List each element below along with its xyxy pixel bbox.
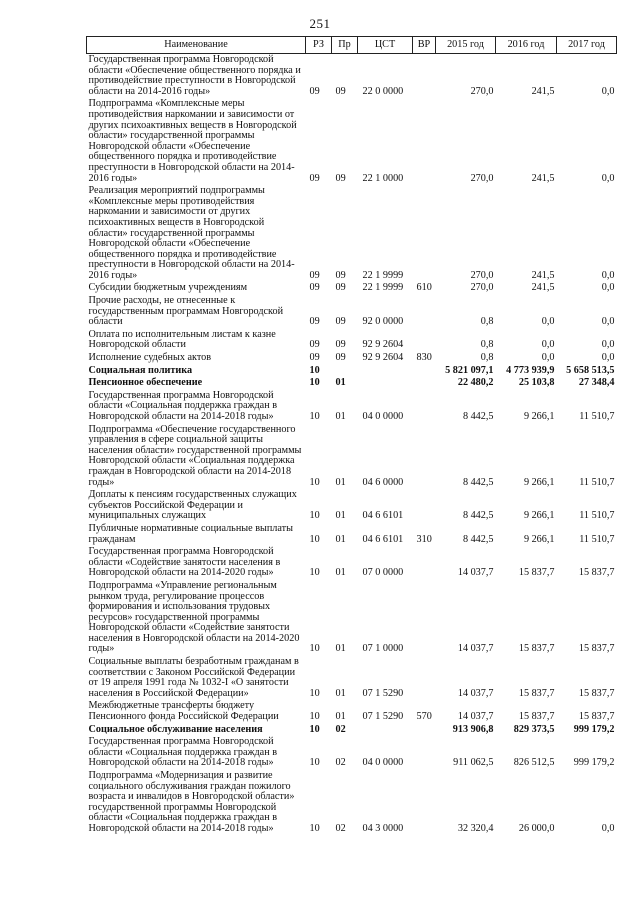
table-row: [87, 580, 617, 656]
header-2016: 2016 год: [496, 37, 557, 54]
cell-2015: 0,8: [480, 352, 494, 364]
cell-pr: 09: [335, 339, 346, 351]
cell-2015: 270,0: [470, 172, 494, 184]
cell-pr: 02: [335, 757, 346, 769]
cell-rz: 09: [309, 85, 320, 97]
cell-2015: 270,0: [470, 282, 494, 294]
cell-2016: 0,0: [541, 316, 555, 328]
cell-2016: 9 266,1: [523, 510, 555, 522]
table-row: [87, 295, 617, 329]
cell-2017: 0,0: [601, 352, 615, 364]
cell-vr: [413, 736, 436, 770]
cell-2015: 270,0: [470, 85, 494, 97]
cell-name: Государственная программа Новгородской области «Содействие занятости населения в Новгородской области на 2014-2020 годы»: [88, 546, 281, 579]
cell-rz: 10: [309, 411, 320, 422]
cell-2015: 913 906,8: [452, 723, 494, 735]
cell-vr: [413, 424, 436, 490]
cell-cst: 92 9 2604: [362, 352, 404, 364]
cell-2015: 14 037,7: [457, 711, 494, 723]
cell-name: Пенсионное обеспечение: [88, 377, 203, 389]
cell-cst: 22 1 0000: [362, 172, 404, 184]
cell-vr: [413, 489, 436, 523]
cell-pr: 01: [335, 711, 346, 723]
cell-cst: 92 9 2604: [362, 339, 404, 351]
table-row: [87, 736, 617, 770]
cell-pr: 09: [335, 269, 346, 281]
header-name: Наименование: [87, 37, 306, 54]
cell-2016: 0,0: [541, 339, 555, 351]
cell-vr: [413, 185, 436, 282]
cell-pr: 02: [335, 822, 346, 834]
cell-rz: 09: [309, 172, 320, 184]
page-number: 251: [309, 16, 331, 31]
section-row: [87, 724, 617, 737]
cell-2015: 14 037,7: [457, 643, 494, 655]
cell-name: Прочие расходы, не отнесенные к государственным программам Новгородской области: [88, 295, 284, 328]
header-pr: Пр: [332, 37, 358, 54]
table-row: [87, 546, 617, 580]
cell-2016: 15 837,7: [518, 567, 555, 579]
cell-pr: 09: [335, 172, 346, 184]
cell-2016: 26 000,0: [518, 822, 555, 834]
cell-cst: 04 6 6101: [362, 510, 404, 522]
cell-cst: 22 1 9999: [362, 269, 404, 281]
cell-pr: [332, 365, 358, 378]
cell-rz: 10: [309, 757, 320, 769]
cell-rz: 10: [309, 643, 320, 655]
cell-2015: 0,8: [480, 339, 494, 351]
cell-2016: 826 512,5: [513, 757, 555, 769]
cell-rz: 10: [309, 687, 320, 699]
cell-pr: 02: [335, 723, 346, 735]
cell-2016: 25 103,8: [518, 377, 555, 389]
budget-table: [86, 36, 617, 836]
cell-rz: 10: [309, 533, 320, 545]
cell-rz: 10: [309, 377, 320, 389]
table-row: [87, 390, 617, 424]
cell-cst: 04 6 0000: [362, 476, 404, 488]
cell-2017: 15 837,7: [578, 687, 615, 699]
cell-pr: 09: [335, 352, 346, 364]
cell-cst: 04 0 0000: [362, 757, 404, 769]
cell-rz: 10: [309, 476, 320, 488]
table-header: [87, 37, 617, 54]
cell-pr: 01: [335, 567, 346, 579]
table-body: [87, 54, 617, 836]
cell-name: Субсидии бюджетным учреждениям: [88, 282, 248, 294]
cell-2015: 8 442,5: [462, 510, 494, 522]
table-row: [87, 329, 617, 352]
cell-2017: 0,0: [601, 282, 615, 294]
cell-pr: 01: [335, 643, 346, 655]
cell-name: Подпрограмма «Комплексные меры противодействия наркомании и зависимости от других психоактивных веществ в Новгородской области» государственной программы Новгородской области «Обеспечение общественного порядка и противодействие преступности в Новгородской области на 2014-2016 годы»: [88, 98, 297, 184]
cell-2016: 241,5: [531, 172, 555, 184]
cell-name: Межбюджетные трансферты бюджету Пенсионного фонда Российской Федерации: [88, 700, 279, 723]
cell-2015: 8 442,5: [462, 533, 494, 545]
cell-rz: 09: [309, 269, 320, 281]
cell-name: Публичные нормативные социальные выплаты гражданам: [88, 522, 293, 545]
cell-2017: 15 837,7: [578, 567, 615, 579]
cell-2016: 15 837,7: [518, 711, 555, 723]
cell-2016: 4 773 939,9: [506, 364, 555, 376]
cell-2015: 14 037,7: [457, 687, 494, 699]
cell-2015: 911 062,5: [453, 757, 494, 769]
cell-pr: 01: [335, 510, 346, 522]
cell-2016: 829 373,5: [513, 723, 555, 735]
cell-2015: 0,8: [480, 316, 494, 328]
cell-cst: 92 0 0000: [362, 316, 404, 328]
cell-name: Государственная программа Новгородской области «Социальная поддержка граждан в Новгородской области на 2014-2018 годы»: [88, 736, 278, 769]
cell-pr: 01: [335, 377, 346, 389]
cell-name: Оплата по исполнительным листам к казне Новгородской области: [88, 328, 276, 351]
cell-2015: 8 442,5: [462, 476, 494, 488]
cell-2015: 14 037,7: [457, 567, 494, 579]
cell-cst: 07 0 0000: [362, 567, 404, 579]
cell-vr: [413, 377, 436, 390]
cell-2017: 11 510,7: [579, 533, 615, 545]
table-row: [87, 489, 617, 523]
cell-2016: 15 837,7: [518, 643, 555, 655]
cell-cst: 04 0 0000: [362, 411, 404, 422]
cell-name: Социальные выплаты безработным гражданам в соответствии с Законом Российской Федерации от 19 апреля 1991 года № 1032-I «О занятости населения в Российской Федерации»: [88, 656, 299, 699]
cell-2017: 5 658 513,5: [566, 364, 615, 376]
cell-cst: 22 1 9999: [362, 282, 404, 294]
cell-vr: [413, 54, 436, 99]
cell-cst: [358, 377, 413, 390]
cell-2015: 32 320,4: [457, 822, 494, 834]
cell-pr: 01: [335, 411, 346, 422]
cell-cst: 07 1 5290: [362, 711, 404, 723]
cell-cst: 07 1 5290: [362, 687, 404, 699]
cell-cst: 22 0 0000: [362, 85, 404, 97]
cell-2015: 270,0: [470, 269, 494, 281]
table-row: [87, 656, 617, 700]
cell-2016: 15 837,7: [518, 687, 555, 699]
cell-2017: 15 837,7: [578, 643, 615, 655]
header-2017: 2017 год: [557, 37, 617, 54]
cell-rz: 10: [309, 711, 320, 723]
cell-pr: 01: [335, 533, 346, 545]
cell-2016: 0,0: [541, 352, 555, 364]
cell-2016: 241,5: [531, 269, 555, 281]
cell-2017: 27 348,4: [578, 377, 615, 389]
cell-2017: 0,0: [601, 269, 615, 281]
cell-vr: [413, 724, 436, 737]
cell-cst: 07 1 0000: [362, 643, 404, 655]
table-row: [87, 282, 617, 295]
cell-2017: 11 510,7: [579, 510, 615, 522]
cell-2016: 9 266,1: [523, 411, 555, 422]
cell-cst: [358, 724, 413, 737]
cell-2017: 0,0: [601, 822, 615, 834]
cell-vr: [413, 656, 436, 700]
cell-name: Исполнение судебных актов: [88, 352, 212, 364]
cell-name: Реализация мероприятий подпрограммы «Комплексные меры противодействия наркомании и зависимости от других психоактивных веществ в Новгородской области» государственной программы Новгородской области «Обеспечение общественного порядка и противодействие преступности в Новгородской области на 2014-2016 годы»: [88, 185, 295, 281]
table-row: [87, 424, 617, 490]
cell-cst: [358, 365, 413, 378]
cell-cst: 04 3 0000: [362, 822, 404, 834]
cell-pr: 09: [335, 85, 346, 97]
cell-name: Подпрограмма «Модернизация и развитие социального обслуживания граждан пожилого возраста и инвалидов в Новгородской области» государственной программы Новгородской области «Социальная поддержка граждан в Новгородской области на 2014-2018 годы»: [88, 770, 295, 834]
cell-vr: 310: [416, 533, 432, 545]
table-row: [87, 352, 617, 365]
cell-rz: 10: [309, 822, 320, 834]
table-row: [87, 700, 617, 723]
header-cst: ЦСТ: [358, 37, 413, 54]
cell-vr: [413, 98, 436, 185]
cell-vr: [413, 365, 436, 378]
header-rz: РЗ: [306, 37, 332, 54]
cell-2016: 241,5: [531, 85, 555, 97]
cell-2017: 15 837,7: [578, 711, 615, 723]
cell-name: Государственная программа Новгородской области «Обеспечение общественного порядка и противодействие преступности в Новгородской области на 2014-2016 годы»: [88, 54, 301, 97]
cell-name: Подпрограмма «Обеспечение государственного управления в сфере социальной защиты населения области» государственной программы Новгородской области «Социальная поддержка граждан в Новгородской области на 2014-2018 годы»: [88, 423, 302, 488]
section-row: [87, 365, 617, 378]
table-row: [87, 523, 617, 546]
cell-vr: [413, 580, 436, 656]
cell-2016: 241,5: [531, 282, 555, 294]
cell-2015: 22 480,2: [457, 377, 494, 389]
table-row: [87, 98, 617, 185]
section-row: [87, 377, 617, 390]
table-row: [87, 770, 617, 836]
cell-2016: 9 266,1: [523, 476, 555, 488]
cell-cst: 04 6 6101: [362, 533, 404, 545]
table-row: [87, 54, 617, 99]
cell-name: Государственная программа Новгородской области «Социальная поддержка граждан в Новгородской области на 2014-2018 годы»: [88, 389, 278, 422]
cell-2015: 5 821 097,1: [445, 364, 494, 376]
header-2015: 2015 год: [436, 37, 496, 54]
cell-vr: 610: [416, 282, 432, 294]
cell-2016: 9 266,1: [523, 533, 555, 545]
cell-vr: [413, 546, 436, 580]
cell-rz: 10: [309, 364, 320, 376]
header-row: [87, 37, 617, 54]
cell-rz: 09: [309, 316, 320, 328]
cell-name: Социальная политика: [88, 364, 193, 376]
cell-vr: [413, 329, 436, 352]
cell-2017: 0,0: [601, 316, 615, 328]
cell-vr: [413, 770, 436, 836]
cell-2017: 999 179,2: [573, 757, 615, 769]
cell-vr: [413, 295, 436, 329]
cell-2017: 999 179,2: [573, 723, 615, 735]
cell-pr: 09: [335, 316, 346, 328]
cell-pr: 01: [335, 687, 346, 699]
cell-rz: 10: [309, 723, 320, 735]
cell-pr: 01: [335, 476, 346, 488]
cell-vr: 830: [416, 352, 432, 364]
cell-2017: 0,0: [601, 339, 615, 351]
cell-vr: [413, 390, 436, 424]
cell-2017: 11 510,7: [579, 411, 615, 422]
cell-rz: 09: [309, 339, 320, 351]
cell-rz: 09: [309, 282, 320, 294]
cell-rz: 10: [309, 510, 320, 522]
cell-vr: 570: [416, 711, 432, 723]
cell-name: Доплаты к пенсиям государственных служащих субъектов Российской Федерации и муниципальных служащих: [88, 489, 297, 522]
cell-2017: 0,0: [601, 172, 615, 184]
header-vr: ВР: [413, 37, 436, 54]
cell-rz: 09: [309, 352, 320, 364]
cell-2015: 8 442,5: [462, 411, 494, 422]
cell-name: Социальное обслуживание населения: [88, 723, 263, 735]
cell-2017: 0,0: [601, 85, 615, 97]
cell-2017: 11 510,7: [579, 476, 615, 488]
cell-rz: 10: [309, 567, 320, 579]
table-row: [87, 185, 617, 282]
cell-name: Подпрограмма «Управление региональным рынком труда, регулирование процессов формирования и использования трудовых ресурсов» государственной программы Новгородской области «Содействие занятости населения в Новгородской области на 2014-2020 годы»: [88, 579, 300, 655]
cell-pr: 09: [335, 282, 346, 294]
